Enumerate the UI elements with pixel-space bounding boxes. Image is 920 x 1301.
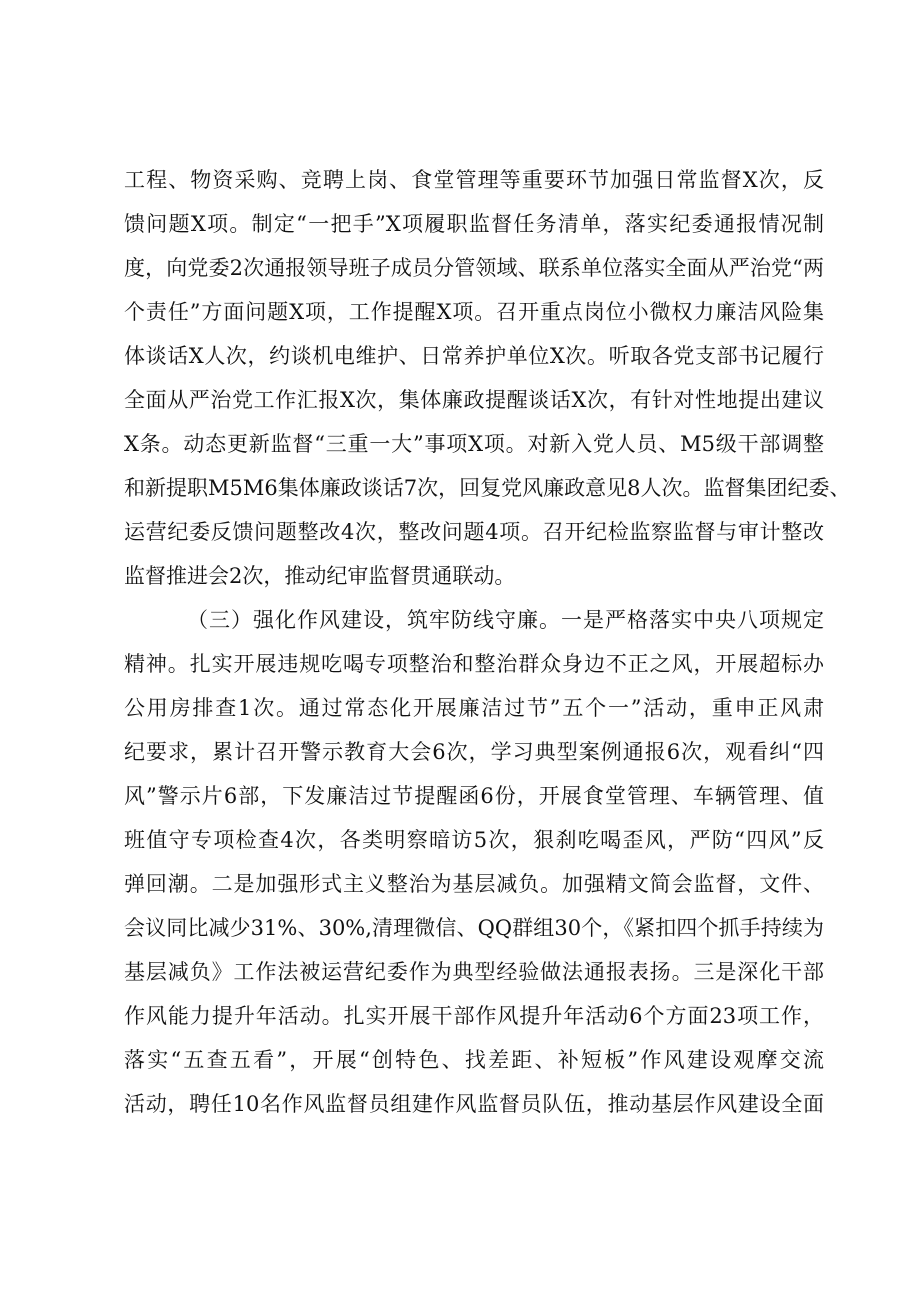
text-line: 纪要求，累计召开警示教育大会6次，学习典型案例通报6次，观看纠“四 bbox=[124, 740, 824, 764]
text-line: 馈问题X项。制定“一把手”X项履职监督任务清单，落实纪委通报情况制 bbox=[124, 212, 824, 236]
text-line: 运营纪委反馈问题整改4次，整改问题4项。召开纪检监察监督与审计整改 bbox=[124, 520, 824, 544]
text-line: 作风能力提升年活动。扎实开展干部作风提升年活动6个方面23项工作， bbox=[124, 1004, 824, 1028]
text-line: X条。动态更新监督“三重一大”事项X项。对新入党人员、M5级干部调整 bbox=[124, 432, 824, 456]
text-line: 基层减负》工作法被运营纪委作为典型经验做法通报表扬。三是深化干部 bbox=[124, 960, 824, 984]
text-line: 监督推进会2次，推动纪审监督贯通联动。 bbox=[124, 564, 516, 588]
text-line: 度，向党委2次通报领导班子成员分管领域、联系单位落实全面从严治党“两 bbox=[124, 256, 824, 280]
text-line: 个责任”方面问题X项，工作提醒X项。召开重点岗位小微权力廉洁风险集 bbox=[124, 300, 824, 324]
text-line: 活动，聘任10名作风监督员组建作风监督员队伍，推动基层作风建设全面 bbox=[124, 1092, 824, 1116]
text-line: 和新提职M5M6集体廉政谈话7次，回复党风廉政意见8人次。监督集团纪委、 bbox=[124, 476, 851, 500]
text-line: 精神。扎实开展违规吃喝专项整治和整治群众身边不正之风，开展超标办 bbox=[124, 652, 824, 676]
text-line: 风”警示片6部，下发廉洁过节提醒函6份，开展食堂管理、车辆管理、值 bbox=[124, 784, 824, 808]
text-line: 体谈话X人次，约谈机电维护、日常养护单位X次。听取各党支部书记履行 bbox=[124, 344, 824, 368]
text-line: 弹回潮。二是加强形式主义整治为基层减负。加强精文简会监督，文件、 bbox=[124, 872, 824, 896]
text-line: 会议同比减少31%、30%,清理微信、QQ群组30个，《紧扣四个抓手持续为 bbox=[124, 916, 824, 940]
section-heading-line: （三）强化作风建设，筑牢防线守廉。一是严格落实中央八项规定 bbox=[187, 608, 824, 632]
text-line: 班值守专项检查4次，各类明察暗访5次，狠刹吃喝歪风，严防“四风”反 bbox=[124, 828, 824, 852]
text-line: 公用房排查1次。通过常态化开展廉洁过节”五个一”活动，重申正风肃 bbox=[124, 696, 824, 720]
text-line: 全面从严治党工作汇报X次，集体廉政提醒谈话X次，有针对性地提出建议 bbox=[124, 388, 824, 412]
text-line: 工程、物资采购、竞聘上岗、食堂管理等重要环节加强日常监督X次，反 bbox=[124, 168, 824, 192]
text-line: 落实“五查五看”，开展“创特色、找差距、补短板”作风建设观摩交流 bbox=[124, 1048, 824, 1072]
